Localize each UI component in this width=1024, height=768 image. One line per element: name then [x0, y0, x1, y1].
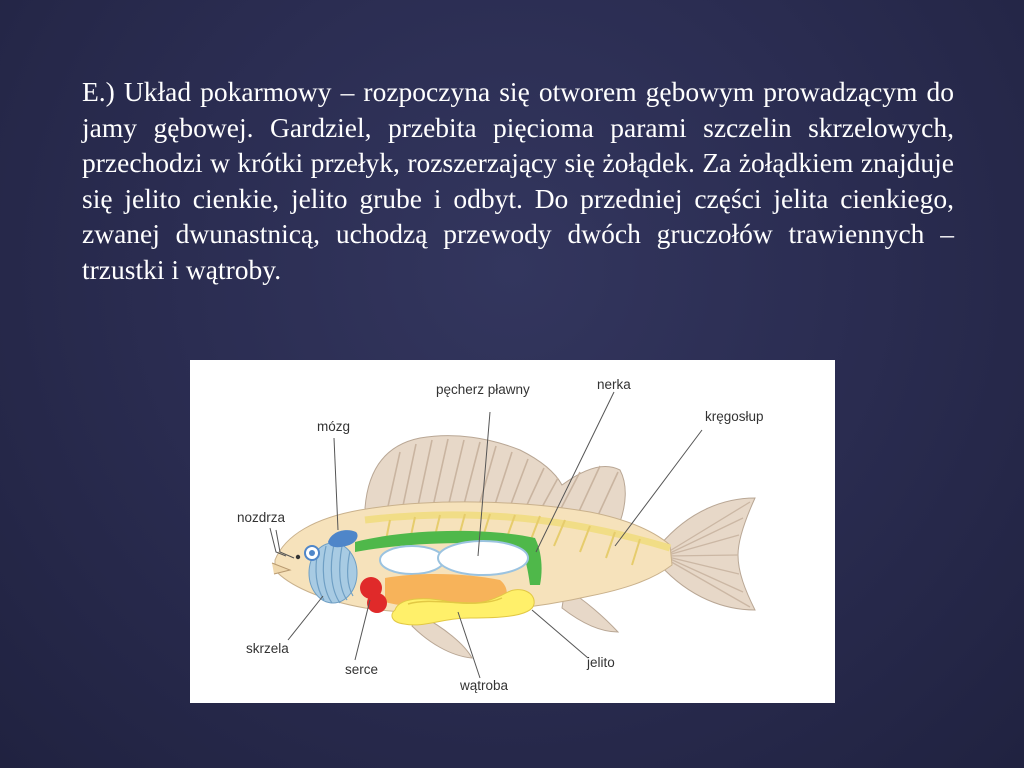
label-heart: serce	[345, 662, 379, 677]
label-spine: kręgosłup	[705, 409, 764, 424]
fish-anatomy-diagram	[190, 360, 835, 703]
label-liver: wątroba	[460, 678, 509, 693]
swim-bladder-rear	[438, 541, 528, 575]
label-kidney: nerka	[597, 377, 631, 392]
slide-paragraph: E.) Układ pokarmowy – rozpoczyna się otworem gębowym prowadzącym do jamy gębowej. Gardziel, przebita pięcioma parami szczelin skrzelowych, przechodzi w krótki przełyk, rozszerzający się żołądek. Za żołądkiem znajduje się jelito cienkie, jelito grube i odbyt. Do przedniej części jelita cienkiego, zwanej dwunastnicą, uchodzą przewody dwóch gruczołów trawiennych – trzustki i wątroby.	[82, 76, 954, 285]
swim-bladder-front	[380, 546, 444, 574]
label-gills: skrzela	[246, 641, 289, 656]
heart-lower	[367, 593, 387, 613]
label-nostrils: nozdrza	[237, 510, 286, 525]
label-intestine: jelito	[587, 655, 615, 670]
eye-pupil	[309, 550, 315, 556]
label-brain: mózg	[317, 419, 351, 434]
nostril	[296, 555, 300, 559]
label-swim-bladder: pęcherz pławny	[436, 382, 530, 397]
tail-fin	[660, 498, 755, 610]
